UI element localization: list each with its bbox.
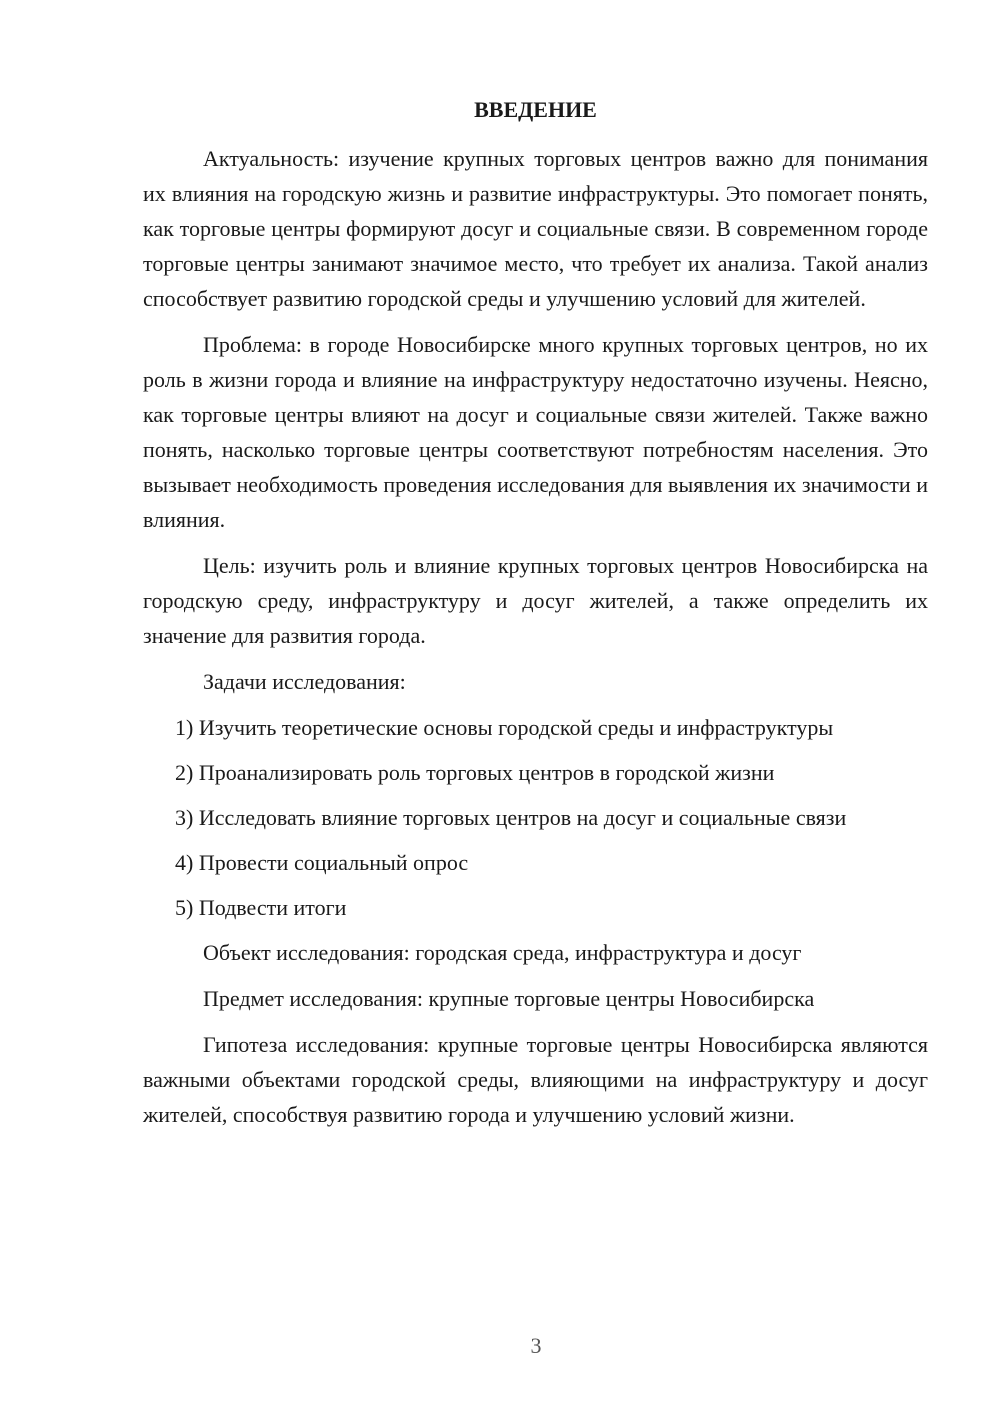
tasks-heading: Задачи исследования: — [203, 669, 406, 694]
problem-paragraph: Проблема: в городе Новосибирске много крупных торговых центров, но их роль в жизни города и влияние на инфраструктуру недостаточно изучены. Неясно, как торговые центры влияют на досуг и социальные связи жителей. Также важно понять, насколько торговые центры соответствуют потребностям населения. Это вызывает необходимость проведения исследования для выявления их значимости и влияния. — [143, 332, 928, 532]
relevance-paragraph: Актуальность: изучение крупных торговых центров важно для понимания их влияния на городскую жизнь и развитие инфраструктуры. Это помогает понять, как торговые центры формируют досуг и социальные связи. В современном городе торговые центры занимают значимое место, что требует их анализа. Такой анализ способствует развитию городской среды и улучшению условий для жителей. — [143, 146, 928, 311]
task-item: 4) Провести социальный опрос — [175, 850, 469, 875]
section-title: ВВЕДЕНИЕ — [474, 97, 597, 122]
page-content — [143, 95, 928, 1143]
task-item: 1) Изучить теоретические основы городской среды и инфраструктуры — [175, 715, 834, 740]
page-number: 3 — [530, 1333, 542, 1358]
task-item: 3) Исследовать влияние торговых центров на досуг и социальные связи — [175, 805, 847, 830]
task-item: 2) Проанализировать роль торговых центров в городской жизни — [175, 760, 775, 785]
object-paragraph: Объект исследования: городская среда, инфраструктура и досуг — [203, 940, 802, 965]
task-item: 5) Подвести итоги — [175, 895, 347, 920]
subject-paragraph: Предмет исследования: крупные торговые центры Новосибирска — [203, 986, 815, 1011]
hypothesis-paragraph: Гипотеза исследования: крупные торговые центры Новосибирска являются важными объектами городской среды, влияющими на инфраструктуру и досуг жителей, способствуя развитию города и улучшению условий жизни. — [143, 1032, 928, 1127]
goal-paragraph: Цель: изучить роль и влияние крупных торговых центров Новосибирска на городскую среду, инфраструктуру и досуг жителей, а также определить их значение для развития города. — [143, 553, 928, 648]
